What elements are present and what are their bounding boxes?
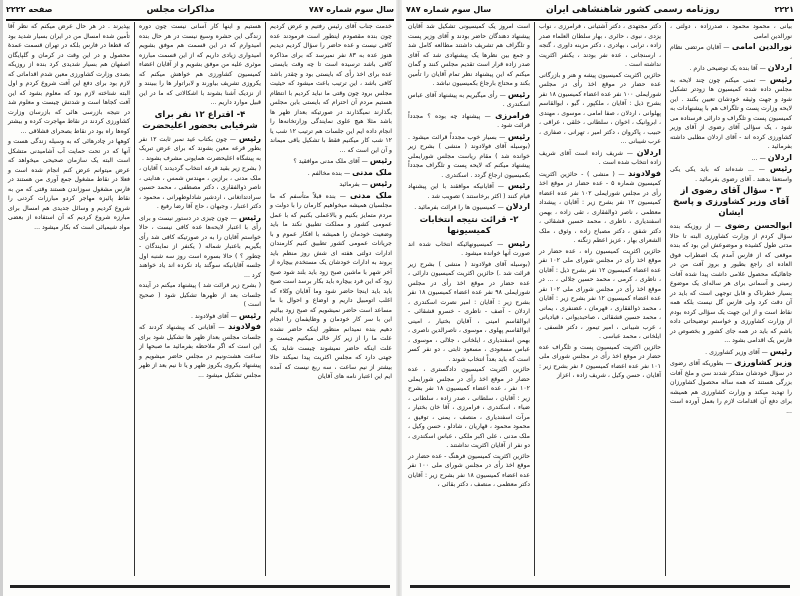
section-heading: ۳ - سؤال آقای رضوی از آقای وزیر کشاورزی و پاسخ ایشان — [673, 186, 789, 218]
right-page-number: ۲۲۲۱ — [774, 5, 794, 14]
speaker-name: رئیس — [238, 310, 261, 320]
speech-text: چون چیزی در دستور نیست و برای رأی با اعتبار لایحه‌ها عده کافی نیست ، حالا خواستم آقایان را به در صورتیکه کافی شد رأی بگیریم باعتبار شماله ( یکنفر از نمایندگان - چطور ؟ ) حالا بسوره است روز سه شنبه اول جلسه آقایانیکه سوگند یاد نکرده اند یاد خواهند کرد ... — [139, 214, 261, 279]
speech-paragraph: رئیس — آقایانیکه موافقند با این پیشنهاد قیام کنند ( اکثر برخاستند ) تصویب شد . — [408, 181, 530, 200]
speech-text: بطوریکه آقای رضوی در سؤال خودشان متذکر شدند سن و ملخ آفات بزرگی هستند که همه ساله محصول کشاورزان را تهدید میکند و وزارت کشاورزی هم همیشه برای دفع آن اقدامات لازم را بعمل آورده است ... — [670, 360, 792, 415]
body-paragraph: ( بشرح زیر بقید قرعه انتخاب گردیدند ) آقایان ، ملک مدنی ، برازین ، مهندس شمس ، هدایتی ، ناصر ذوالفقاری ، دکتر مصطفی ، محمد حسین سرادتداتغانی ، اردشیر شادلوطهرانی ، محمود ، دکتر اعتبار ، وجیهان ، حاج آقا رضا رفیع . — [139, 165, 261, 210]
speech-text: آقایان مرتضی نظام ، — [670, 44, 792, 61]
speaker-name: رئیس — [369, 156, 392, 165]
speech-paragraph: رئیس — بسیار خوب مجدداً قرائت میشود . (بوسیله آقای فولادوند ( منشی ) بشرح زیر خوانده شد ) مقام ریاست مجلس شورایملی پیشنهاد میکنم که لایحه پست و تلگراف مجدداً بکمیسیون ارجاع گردد . اسکندری . — [408, 131, 531, 179]
speaker-name: رئیس — [507, 131, 531, 141]
speech-text: چون بکتاب عید نمبر ثابت ۱۲ نفر بطور قرعه معین بشوند که برای عرض تبریک به پیشگاه اعلیحضرت همایونی مشرف بشوند . — [139, 135, 261, 162]
speaker-name: اردلان — [767, 63, 792, 72]
speech-text: شریف زاده است آقای شریف زاده انتخاب شده است . — [539, 149, 661, 166]
speaker-name: وزیر کشاورزی — [734, 358, 793, 367]
text-column — [135, 22, 266, 576]
text-column — [4, 22, 135, 576]
speech-text: تمنی میکنم چون چند لایحه به مجلس داده شده کمیسیون ها زودتر تشکیل شود و جهت وثیقه خودشان تعیین بکنند . این لایحه وزارت پست و تلگراف هم با پیشنهادات به کمیسیون پست و تلگراف و دارائی فرستاده می شود ، یک سؤالی آقای رضوی از آقای وزیر کشاورزی کرده اند - آقای اردلان مطلبی داشته بفرمائید . — [670, 76, 792, 150]
speech-paragraph: اردلان — شریف زاده است آقای شریف زاده انتخاب شده است . — [539, 147, 661, 166]
speaker-name: اردلان — [636, 147, 661, 157]
speech-text: رأی میگیریم به پیشنهاد آقای عباس اسکندری . — [408, 91, 530, 108]
speech-paragraph: رئیس — کمیسیونهائیکه انتخاب شده اند صورت آنها خوانده میشود . — [408, 238, 530, 257]
body-paragraph: بیانی ، محمود محمود ، صدرزاده ، دولتی ، نورالدین امامی — [670, 23, 792, 40]
speaker-name: رئیس — [507, 181, 530, 190]
body-paragraph: یپذیرند . در هر حال عرض میکنم که نظر آقا تأمین شده امسال من در ایران بسیار شدید بود که قطعا در فارس بلکه در تهران قسمت عمدهٔ محصول و در این وقت در کرمان و گلپایگان اصفهان هم بسیار شدیدی کرد بنده از روزیکه بصدی وزارت کشاورزی معین شدم اقداماتی که لازم بود برای دفع این آفت شروع کردم و اول البته شناخته لازم بود که معلوم بشود که این آفت کجاها است و شدتش چیست و معلوم شد در نتیجه بازرسی هائی که بازرسان وزارت کشاورزی کردند در نقاط مهاجرت کرده و بیشتر کوه‌ها راه بود در نقاط بصحرای قشلاقی ... — [8, 23, 130, 135]
speech-paragraph: فرامرزی — پیشنهاد چه بوده ؟ مجدداً قرائت شود . — [408, 110, 530, 129]
text-column — [404, 22, 535, 576]
speaker-name: رئیس — [769, 164, 793, 173]
text-column — [535, 22, 666, 576]
speech-text: آقای ملک مدنی موافقید ؟ — [293, 158, 360, 165]
speech-paragraph: رئیس — آقای وزیر کشاورزی . — [705, 346, 792, 356]
left-page-title: مذاکرات مجلس — [146, 4, 215, 15]
speaker-name: رئیس — [238, 212, 262, 222]
speaker-name: اردلان — [505, 202, 530, 211]
speech-paragraph: رئیس — رأی میگیریم به پیشنهاد آقای عباس اسکندری . — [408, 89, 531, 108]
section-heading: ۴- اقتراع ۱۲ نفر برای شرفیابی بحضور اعلیحضرت — [142, 109, 258, 131]
speech-paragraph: اردلان — کمیسیون ها را قرائت بفرمائید . — [414, 202, 530, 211]
right-page-title: روزنامه رسمی کشور شاهنشاهی ایران — [546, 4, 720, 15]
speech-paragraph: رئیس — چون بکتاب عید نمبر ثابت ۱۲ نفر بطور قرعه معین بشوند که برای عرض تبریک به پیشگاه اعلیحضرت همایونی مشرف بشوند . — [139, 133, 261, 162]
speech-paragraph: اردلان — آقا بنده یک توضیحی دارم . — [689, 63, 792, 72]
speaker-name: رئیس — [369, 179, 392, 188]
body-paragraph: خدمت جناب آقای رئیس رفتیم و عرض کردیم چون بنده مقصودم اینطور است فرمودند عده کافی نیست و عده حاضر را سؤال کردیم دیدیم هنوز عده به ۸۳ نفر نمیرسد که برای مذاکره کافی باشد ترسیده است تا چه وقت بایستی عده برای اخذ رأی که بایستی بود و چقدر باشد کافی باشد ، این ترتیب باعث میشود که حیثیت مجلس برود چون وقتی ما نباید کردیم با انتظام هستیم مردم آن احترام که بایستی باین مجلس بگذارند نمیگذارند در صورتیکه بعداز ظهر ها باشد مثلا هیچ علوی نمایندگی وزارتخانه‌ها را انجام داده ایم این جلسات هم ترتیب ۱۲ شب یا ۱۲ شب کار میکنیم فقط با تشکیل باقی میماند و آن این است که ... — [270, 23, 392, 154]
speech-paragraph: نورالدین امامی — آقایان مرتضی نظام ، — [670, 42, 792, 61]
body-paragraph: کوهها در چادرهائی که به وسیله زندگی هست و آنها که در تحت حمایت آب آشامیدنی متشکل است البته یک سازمان صحیحی میخواهد که عرض میتوانم عرض کنم انجام شده است و فعلا در نقاط مشغول جمع آوری من هستند در فارس مشغول سوزاندن هستند وقتی که من به نقاط پائیزه مهاجر کردو مبارزات کردنی را شروع کردیم و وسائل جدیدی هم امسال برای مبارزه شروع کردیم که آن استفاده از بعضی مواد شیمیائی است که بکار میشود ... — [8, 138, 130, 231]
speaker-name: رئیس — [769, 74, 792, 84]
speech-paragraph: رئیس — بفرمائید — [339, 179, 392, 188]
right-columns — [404, 22, 796, 576]
left-page-header — [6, 0, 394, 21]
speech-text: آقا بنده یک توضیحی دارم . — [689, 65, 758, 72]
speech-paragraph: وزیر کشاورزی — بطوریکه آقای رضوی در سؤال خودشان متذکر شدند سن و ملخ آفات بزرگی هستند که همه ساله محصول کشاورزان را تهدید میکند و وزارت کشاورزی هم همیشه برای دفع آن اقدامات لازم را بعمل آورده است ... — [670, 358, 793, 415]
speech-paragraph: رئیس — آقای فولادوند . — [190, 310, 261, 320]
right-page-header — [406, 0, 794, 21]
speech-text: ... شده‌اند که باید یکی یکی واستعفا بدهند . آقای رضوی بفرمائید . — [670, 166, 792, 183]
body-paragraph: حائزین اکثریت کمیسیون دادگستری ، عده حضار در موقع اخذ رأی در مجلس شورایملی ۱۰۲ نفر ، عده اعضاء کمیسیون ۱۸ نفر بشرح زیر : آقایان ، سلطانی ، صدر زاده ، سلطانی ، ضیاء ، اسکندری ، فرامرزی ، آقا خان بختیار ، مرآت اسفندیاری ، منصف ، یمنی ، توفیق ، محمود محمود ، قهاریان ، شادلو ، حسن وکیل ، ملک مدنی ، علی اکبر ملکی ، عباس اسکندری ، دو نفر از آقایان اکثریت نداشتند . — [408, 366, 530, 449]
body-paragraph: است امروز یک کمیسیونی تشکیل شد آقایان پیشنهاد دهندگان حاضر بودند و آقای وزیر پست و تلگراف هم تشریف داشتند مطالعه کامل شد و جمع بین نظرها یک پیشنهادی شد که آقای صدر زاده قرار است تقدیم مجلس کنند و گمان میکنم که این پیشنهاد نظر تمام آقایان را تأمین بکند و محتاج بارجاع بکمیسیون نباشد . — [408, 23, 530, 87]
left-footer-rule — [10, 585, 390, 588]
speaker-name: فولادوند — [228, 322, 261, 331]
speech-text: بفرمائید — [339, 181, 360, 188]
speech-text: آقای وزیر کشاورزی . — [705, 348, 760, 356]
speech-paragraph: ابوالحسن رضوی — از روزیکه بنده سؤال کردم از وزارت کشاورزی البته تا حالا مدتی طول کشیده و موضوعش این بود که بنده موقعی که از فارس آمدم یک اضطراب فوق العاده ای راجع بطیور و بروز آفت من در جاهائیکه محصول غلامی داشت پیدا شده آفات زمینی و آسمانی برای هر ساله‌ای یک موضوع بسیار خطرناک و قابل توجهی است که باید در آن دقت کرد ولی فارس گل نیست بلکه همه نقاط است و از این جهت یک سؤالی کرده بودم از وزارت کشاورزی و خواستم توضیحاتی داده باشم که باید در همه جای کشور و بخصوص در فارس یک اقدامی بشود ... — [670, 221, 793, 344]
speaker-name: رئیس — [507, 238, 530, 248]
body-paragraph: دکتر مجتهدی ، دکتر آشتیانی ، فرامرزی ، نواب یزدی ، نبوی ، حائری ، بهار سلطان العلماء صدر زاده ، ترابی ، بهادری ، دکتر مزینه داوری ، گنجه ، ارسنجانی ، عده نفر بودند ، یکنفر اکثریت نداشته است . — [539, 23, 661, 68]
speech-text: آقای فولادوند . — [190, 312, 229, 320]
speech-text: از روزیکه بنده سؤال کردم از وزارت کشاورزی البته تا حالا مدتی طول کشیده و موضوعش این بود که بنده موقعی که از فارس آمدم یک اضطراب فوق العاده ای راجع بطیور و بروز آفت من در جاهائیکه محصول غلامی داشت پیدا شده آفات زمینی و آسمانی برای هر ساله‌ای یک موضوع بسیار خطرناک و قابل توجهی است که باید در آن دقت کرد ولی فارس گل نیست بلکه همه نقاط است و از این جهت یک سؤالی کرده بودم از وزارت کشاورزی و خواستم توضیحاتی داده باشم که باید در همه جای کشور و بخصوص در فارس یک اقدامی بشود ... — [670, 223, 792, 344]
speech-paragraph: ملک مدنی — بنده قبلاً متأسفم که ما مجلسیان همیشه میخواهیم کارمان را با دولت و مردم متمایز بکنیم و بالاعملی بکنیم که با عمل عمومی کشور و مملکت تطبیق نکند ما باید وضعیت خودمان را همیشه با افکار عموم و با جریانات عمومی کشور تطبیق کنیم کارمندان ادارات دولتی هفته ای شش روز منظم باید بروند به ادارات خودشان یک مستخدم بیچاره از آخر شهر با ماشین صبح زود باید بلند شود صبح زود که این فرد بیچاره باید بکار برسد است صبح باید باید اینجا حاضر شود وما آقایان وکلاء که اغلب اتومبیل داریم و اوضاع و احوال با ما مساعد است حاضر نمیشویم که صبح زود بیائیم این با سر کار خودمان و وظایفمان را انجام دهیم بنده نمیدانم منظور اینکه حاضر نشده علت ما را از زیر کار خالی میکنیم چیست و علت اینکه حاضر نمیشوند چیست شاید یک جهتی دارد که مجلس اکثریت پیدا نمیکند حالا بیشتر از نیم ساعت ، سه ربع نیست که آمده ایم این اعتبار نامه های آقایان — [270, 190, 392, 380]
body-paragraph: ( بشرح زیر قرائت شد ) پیشنهاد میکنم در آینده جلسات بعد از ظهرها تشکیل شود ( صحیح است ) — [139, 282, 261, 308]
speaker-name: رئیس — [769, 346, 792, 356]
speech-paragraph: رئیس — آقای ملک مدنی موافقید ؟ — [293, 156, 392, 165]
speech-paragraph: اردلان — ... — [751, 152, 792, 162]
body-paragraph: حائزین اکثریت کمیسیون پست و تلگراف عده حضار در موقع اخذ رأی در مجلس شورای ملی ۱۰۱ نفر عده اعضاء کمیسیون ۶ نفر بشرح زیر : آقایان ، حسن وکیل ، شریف زاده ، اعزاز — [539, 343, 661, 379]
speech-paragraph: رئیس — چون چیزی در دستور نیست و برای رأی با اعتبار لایحه‌ها عده کافی نیست ، حالا خواستم آقایان را به در صورتیکه کافی شد رأی بگیریم باعتبار شماله ( یکنفر از نمایندگان - چطور ؟ ) حالا بسوره است روز سه شنبه اول جلسه آقایانیکه سوگند یاد نکرده اند یاد خواهند کرد ... — [139, 212, 262, 279]
section-heading: ۲- قرائت نتیجه انتخابات کمیسیونها — [419, 214, 519, 236]
speech-text: ... — [751, 154, 758, 162]
right-page — [400, 0, 800, 596]
speech-paragraph: ملک مدنی — بنده مخالفم . — [307, 167, 392, 177]
text-column — [266, 22, 396, 576]
speech-text: بسیار خوب مجدداً قرائت میشود . (بوسیله آقای فولادوند ( منشی ) بشرح زیر خوانده شد ) مقام ریاست مجلس شورایملی پیشنهاد میکنم که لایحه پست و تلگراف مجدداً بکمیسیون ارجاع گردد . اسکندری . — [408, 133, 530, 179]
speech-text: بنده قبلاً متأسفم که ما مجلسیان همیشه میخواهیم کارمان را با دولت و مردم متمایز بکنیم و بالاعملی بکنیم که با عمل عمومی کشور و مملکت تطبیق نکند ما باید وضعیت خودمان را همیشه با افکار عموم و با جریانات عمومی کشور تطبیق کنیم کارمندان ادارات دولتی هفته ای شش روز منظم باید بروند به ادارات خودشان یک مستخدم بیچاره از آخر شهر با ماشین صبح زود باید بلند شود صبح زود که این فرد بیچاره باید بکار برسد است صبح باید باید اینجا حاضر شود وما آقایان وکلاء که اغلب اتومبیل داریم و اوضاع و احوال با ما مساعد است حاضر نمیشویم که صبح زود بیائیم این با سر کار خودمان و وظایفمان را انجام دهیم بنده نمیدانم منظور اینکه حاضر نشده علت ما را از زیر کار خالی میکنیم چیست و علت اینکه حاضر نمیشوند چیست شاید یک جهتی دارد که مجلس اکثریت پیدا نمیکند حالا بیشتر از نیم ساعت ، سه ربع نیست که آمده ایم این اعتبار نامه های آقایان — [270, 192, 392, 380]
right-footer-rule — [410, 585, 790, 588]
text-column — [666, 22, 796, 576]
speech-paragraph: رئیس — تمنی میکنم چون چند لایحه به مجلس داده شده کمیسیون ها زودتر تشکیل شود و جهت وثیقه خودشان تعیین بکنند . این لایحه وزارت پست و تلگراف هم با پیشنهادات به کمیسیون پست و تلگراف و دارائی فرستاده می شود ، یک سؤالی آقای رضوی از آقای وزیر کشاورزی کرده اند - آقای اردلان مطلبی داشته بفرمائید . — [670, 74, 792, 150]
body-paragraph: حائزین اکثریت کمیسیون پیشه و هنر و بازرگانی عده حضار در موقع اخذ رأی در مجلس شورایملی ۱۰۰ نفر عده اعضاء کمیسیون ۱۸ نفر بشرح ذیل : آقایان ، ملکپور ، گیو ، ابوالقاسم پهلوانی ، اردلان ، صفا امامی ، موسوی ، مهندی ، ابروانیک ، اخوان ، سلطانی ، خلقی ، عراقی ، حبیب ، پاکروان ، دکتر امیر ، تهرانی ، صفاری ، عرب شیبانی ... — [539, 71, 662, 145]
body-paragraph: (بوسیله آقای فولادوند ( منشی ) بشرح زیر قرائت شد .) حائزین اکثریت کمیسیون دارائی ، عده حضار در موقع اخذ رأی در مجلس شورایملی ۹۸ نفر عده اعضاء کمیسیون ۱۸ نفر بشرح زیر : آقایان : امیر نصرت اسکندری ، اردلان - آصف - ناظری - خسرو قشقائی - ابوالقاسم امینی ، آقایان بختیار ، امینی ابوالقاسم پهلوی ، موسوی ، ناصرالدین ناصری ، بهمن اسفندیاری ، ایلخانی ، جلالی ، موسوی ، عباس مسعودی ، مسعود ثابتی ، دو نفر کسر است که باید بعداً انتخاب شوند . — [408, 260, 531, 363]
speech-paragraph: رئیس — ... شده‌اند که باید یکی یکی واستعفا بدهند . آقای رضوی بفرمائید . — [670, 164, 793, 183]
left-issue-label: سال سوم شماره ۷۸۷ — [308, 5, 394, 14]
speech-text: ( منشی ) - حائزین اکثریت کمیسیون شماره ۵ - عده حضار در موقع اخذ رأی در مجلس شورایملی ۱۰۲ نفر عده اعضاء کمیسیون ۱۲ نفر بشرح زیر : آقایان ، پیشداد معظمی ، ناصر ذوالفقاری ، تقی زاده ، بهمن اسفندیاری ، ناظری ، محمد حسین قشقائی ، دکتر شفق ، دکتر مصباح زاده ، وثوق ، ملک الشعرای بهار ، عزیز اعظم زنگنه . — [539, 170, 662, 244]
speech-paragraph: فولادوند — آقایانی که پیشنهاد کردند که جلسات مجلس بعداز ظهر ها تشکیل شود برای این است که اگر ملاحظه بفرمائید ما صبحها از ساعت هشت‌ونیم در مجلس حاضر میشویم و پیشنهاد بکروی یکروز ظهر و یا تا نیم بعد از ظهر مجلس تشکیل میشود ... — [138, 322, 261, 379]
speaker-name: اردلان — [767, 152, 792, 162]
speaker-name: ملک مدنی — [352, 167, 392, 177]
speaker-name: ابوالحسن رضوی — [724, 221, 793, 230]
speaker-name: ملک مدنی — [350, 190, 392, 200]
speaker-name: فولادوند — [628, 168, 662, 178]
speech-text: آقایانی که پیشنهاد کردند که جلسات مجلس بعداز ظهر ها تشکیل شود برای این است که اگر ملاحظه بفرمائید ما صبحها از ساعت هشت‌ونیم در مجلس حاضر میشویم و پیشنهاد بکروی یکروز ظهر و یا تا نیم بعد از ظهر مجلس تشکیل میشود ... — [138, 324, 261, 379]
speech-text: آقایانیکه موافقند با این پیشنهاد قیام کنند ( اکثر برخاستند ) تصویب شد . — [408, 183, 530, 200]
speech-text: بنده مخالفم . — [307, 169, 342, 177]
speaker-name: فرامرزی — [495, 110, 530, 120]
speech-text: پیشنهاد چه بوده ؟ مجدداً قرائت شود . — [408, 112, 530, 129]
speaker-name: رئیس — [507, 89, 531, 99]
right-issue-label: سال سوم شماره ۷۸۷ — [406, 5, 492, 14]
left-page-number: صفحه ۲۲۲۲ — [6, 5, 53, 14]
body-paragraph: هستیم و اینها کار آسانی نیست چون دوره زندگی این حشره وسیع نیست در هر حال بنده امیدوارم که در این قسمت هم موفق بشویم امیدواری زیادی داریم که از این قسمت مبارزه موثری علیه من موفق بشویم و از آقایان اعضاء کمیسیون کشاورزی هم خواهش میکنم که یکروزی تشریف بیاورند و لابراتوار ها را ببینند و از نزدیک آشنا بشوند با اشکالاتی که ما در این قبیل موارد داریم ... — [139, 23, 261, 106]
speech-text: کمیسیونهائیکه انتخاب شده اند صورت آنها خوانده میشود . — [408, 240, 530, 257]
speech-text: کمیسیون ها را قرائت بفرمائید . — [414, 204, 496, 211]
speaker-name: رئیس — [238, 133, 261, 143]
body-paragraph: حائزین اکثریت کمیسیون فرهنگ - عده حضار در موقع اخذ رأی در مجلس شورای ملی ۱۰۰ نفر عده اعضاء کمیسیون ۱۸ نفر بشرح زیر : آقایان دکتر معظمی ، منصف ، دکتر بقائی ، — [408, 452, 531, 488]
left-columns — [4, 22, 396, 576]
speaker-name: نورالدین امامی — [731, 42, 792, 51]
speech-paragraph: فولادوند — ( منشی ) - حائزین اکثریت کمیسیون شماره ۵ - عده حضار در موقع اخذ رأی در مجلس شورایملی ۱۰۲ نفر عده اعضاء کمیسیون ۱۲ نفر بشرح زیر : آقایان ، پیشداد معظمی ، ناصر ذوالفقاری ، تقی زاده ، بهمن اسفندیاری ، ناظری ، محمد حسین قشقائی ، دکتر شفق ، دکتر مصباح زاده ، وثوق ، ملک الشعرای بهار ، عزیز اعظم زنگنه . — [539, 168, 662, 244]
body-paragraph: حائزین اکثریت کمیسیون راه ، عده حضار در موقع اخذ رأی در مجلس شورای ملی ۱۰۲ نفر عده اعضاء کمیسیون ۱۲ نفر بشرح ذیل : آقایان ، ناظری ، کرمی ، محمد حسین جلالی ، ... در موقع اخذ رأی در مجلس شورای ملی ۱۰۲ نفر عده اعضاء کمیسیون ۱۲ نفر بشرح زیر : آقایان ، محمد ذوالفقاری ، قهرمان ، غضنفری ، یمانی ، محمد حسین قشقائی ، صاحبدیوانی ، قیادیانی ، عرب شیبانی ، امیر تیمور ، دکتر فلسفی ، ایلخانی ، محمد عباسی . — [539, 247, 662, 340]
